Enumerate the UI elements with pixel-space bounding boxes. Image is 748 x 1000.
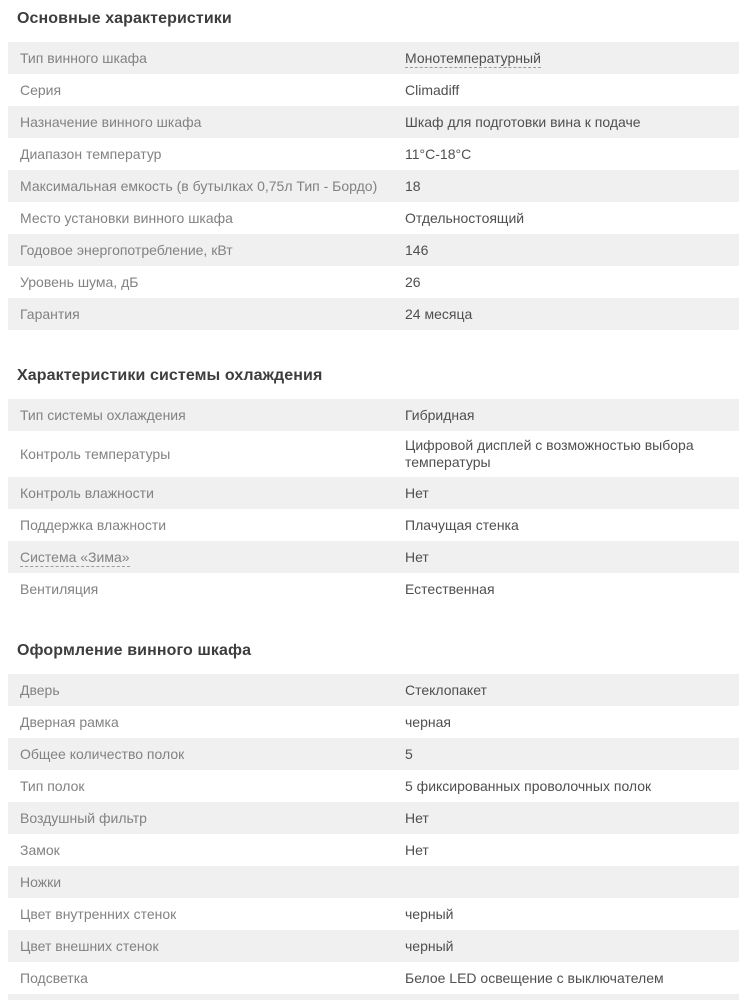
spec-rows — [8, 674, 739, 994]
spec-value: Climadiff — [405, 81, 460, 98]
spec-row — [8, 477, 739, 509]
spec-label: Цвет внутренних стенок — [20, 905, 177, 922]
spec-row — [8, 930, 739, 962]
spec-section — [8, 605, 739, 994]
partial-next-row-stripe — [8, 994, 739, 1000]
spec-label: Контроль влажности — [20, 484, 154, 501]
spec-label: Поддержка влажности — [20, 516, 167, 533]
section-title: Оформление винного шкафа — [17, 642, 252, 659]
spec-row — [8, 541, 739, 573]
spec-value: Нет — [405, 809, 429, 826]
spec-row — [8, 674, 739, 706]
spec-value: черная — [405, 713, 451, 730]
spec-label: Уровень шума, дБ — [20, 273, 139, 290]
spec-value — [405, 876, 739, 888]
spec-value: Естественная — [405, 580, 495, 597]
spec-value: Отдельностоящий — [405, 209, 525, 226]
spec-label: Ножки — [20, 873, 62, 890]
spec-value: 5 фиксированных проволочных полок — [405, 777, 652, 794]
spec-label: Максимальная емкость (в бутылках 0,75л Тип - Бордо) — [20, 177, 378, 194]
spec-value: Нет — [405, 548, 429, 565]
spec-row — [8, 106, 739, 138]
spec-row — [8, 399, 739, 431]
spec-value: Стеклопакет — [405, 681, 487, 698]
spec-label: Вентиляция — [20, 580, 99, 597]
spec-label: Гарантия — [20, 305, 80, 322]
spec-value: 5 — [405, 745, 413, 762]
spec-row — [8, 170, 739, 202]
spec-label: Диапазон температур — [20, 145, 162, 162]
spec-row — [8, 866, 739, 898]
spec-row — [8, 74, 739, 106]
spec-row — [8, 234, 739, 266]
spec-value: Цифровой дисплей с возможностью выбора температуры — [405, 437, 694, 470]
spec-row — [8, 770, 739, 802]
spec-row — [8, 962, 739, 994]
spec-value: 24 месяца — [405, 305, 473, 322]
spec-label — [8, 543, 405, 572]
section-title: Основные характеристики — [17, 10, 232, 27]
spec-rows — [8, 42, 739, 330]
spec-label: Подсветка — [20, 969, 88, 986]
spec-value: Нет — [405, 841, 429, 858]
spec-value: Гибридная — [405, 406, 475, 423]
spec-value: Плачущая стенка — [405, 516, 519, 533]
spec-value: 146 — [405, 241, 429, 258]
spec-label: Цвет внешних стенок — [20, 937, 159, 954]
spec-row — [8, 706, 739, 738]
spec-value: 18 — [405, 177, 421, 194]
spec-label: Дверная рамка — [20, 713, 119, 730]
spec-row — [8, 202, 739, 234]
spec-label: Тип винного шкафа — [20, 49, 147, 66]
spec-label: Тип полок — [20, 777, 85, 794]
spec-sections-root — [8, 9, 739, 994]
tooltip-term-value[interactable]: Монотемпературный — [405, 49, 541, 66]
spec-value: черный — [405, 905, 454, 922]
tooltip-term-label[interactable]: Система «Зима» — [20, 548, 130, 565]
spec-value: черный — [405, 937, 454, 954]
spec-value — [405, 44, 739, 73]
spec-row — [8, 802, 739, 834]
spec-label: Назначение винного шкафа — [20, 113, 202, 130]
spec-row — [8, 298, 739, 330]
spec-label: Общее количество полок — [20, 745, 185, 762]
spec-value: Шкаф для подготовки вина к подаче — [405, 113, 641, 130]
section-title: Характеристики системы охлаждения — [17, 367, 323, 384]
spec-row — [8, 898, 739, 930]
spec-section — [8, 330, 739, 605]
spec-row — [8, 431, 739, 477]
spec-label: Серия — [20, 81, 62, 98]
spec-row — [8, 738, 739, 770]
spec-label: Контроль температуры — [20, 445, 171, 462]
spec-row — [8, 138, 739, 170]
spec-value: 26 — [405, 273, 421, 290]
spec-value: Белое LED освещение с выключателем — [405, 969, 664, 986]
spec-row — [8, 42, 739, 74]
spec-value: Нет — [405, 484, 429, 501]
spec-label: Тип системы охлаждения — [20, 406, 186, 423]
spec-value: 11°C-18°C — [405, 145, 472, 162]
spec-row — [8, 834, 739, 866]
spec-row — [8, 509, 739, 541]
spec-rows — [8, 399, 739, 605]
spec-label: Место установки винного шкафа — [20, 209, 233, 226]
spec-label: Замок — [20, 841, 60, 858]
spec-label: Дверь — [20, 681, 60, 698]
spec-row — [8, 266, 739, 298]
spec-label: Воздушный фильтр — [20, 809, 147, 826]
spec-section — [8, 9, 739, 330]
spec-label: Годовое энергопотребление, кВт — [20, 241, 233, 258]
spec-row — [8, 573, 739, 605]
